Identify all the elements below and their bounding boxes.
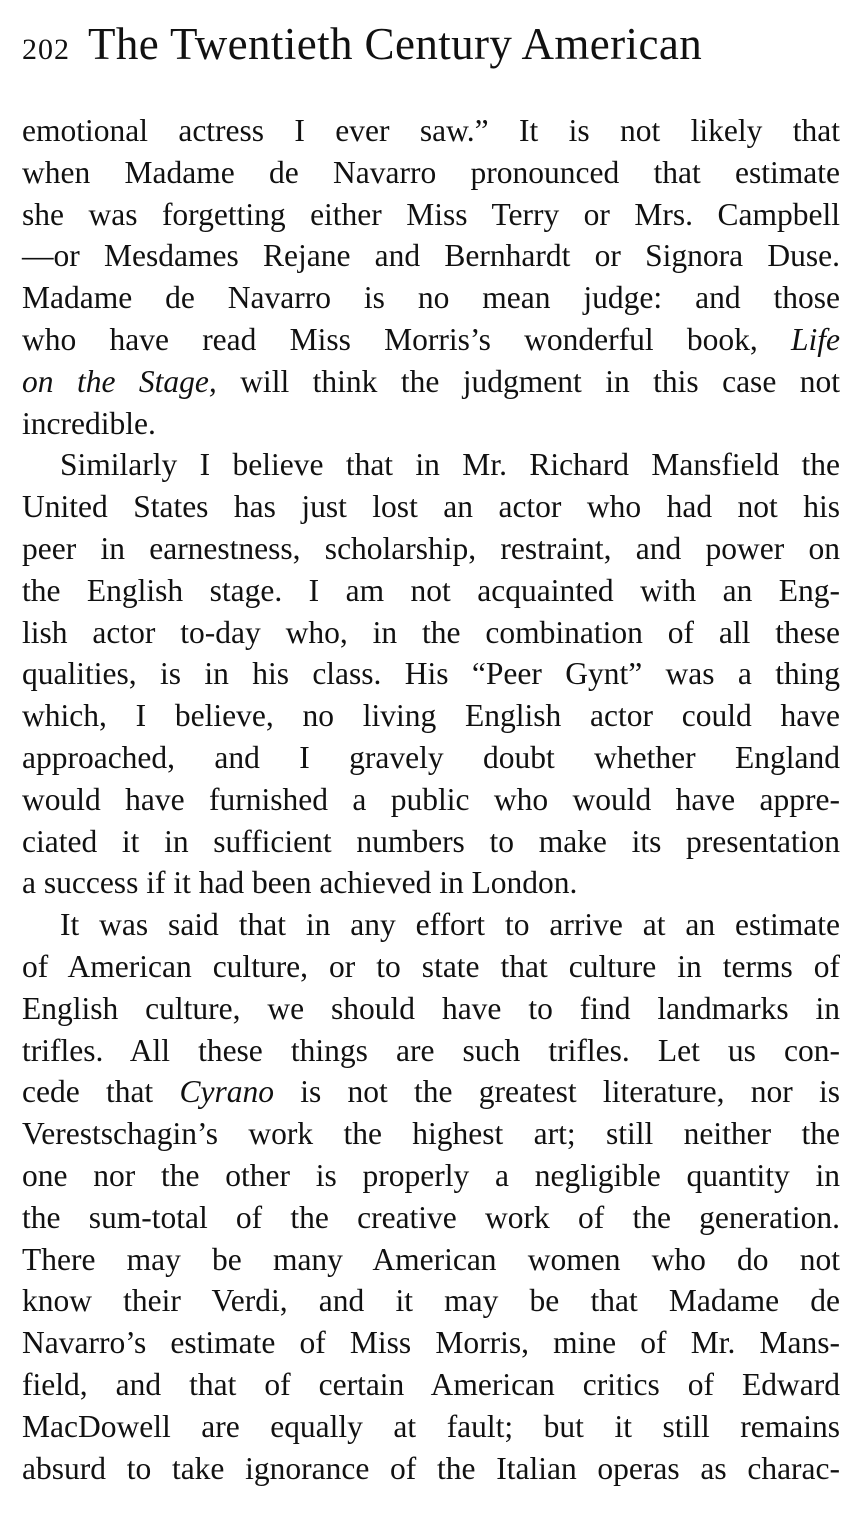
text-line: peer in earnestness, scholarship, restraint, and power on xyxy=(22,530,840,566)
text-line: emotional actress I ever saw.” It is not likely that xyxy=(22,113,840,148)
italic-title: Life xyxy=(790,321,840,357)
text-line: ciated it in sufficient numbers to make its presentation xyxy=(22,823,840,859)
text-line: of American culture, or to state that culture in terms of xyxy=(22,948,840,984)
text-line: which, I believe, no living English actor could have xyxy=(22,698,840,734)
text-line: know their Verdi, and it may be that Madame de xyxy=(22,1283,840,1319)
text-line: Verestschagin’s work the highest art; still neither the xyxy=(22,1116,840,1152)
text-line: lish actor to-day who, in the combination of all these xyxy=(22,614,840,650)
page-header xyxy=(22,18,842,80)
text-line: on the Stage, will think the judgment in this case not xyxy=(22,363,840,399)
text-line: cede that Cyrano is not the greatest literature, nor is xyxy=(22,1074,841,1110)
text-line: Madame de Navarro is no mean judge: and those xyxy=(22,280,840,316)
text-line: United States has just lost an actor who had not his xyxy=(22,489,840,525)
text-line: she was forgetting either Miss Terry or Mrs. Campbell xyxy=(22,196,840,232)
text-line: would have furnished a public who would have appre- xyxy=(22,781,840,817)
text-line: absurd to take ignorance of the Italian operas as charac- xyxy=(22,1450,840,1486)
running-title: The Twentieth Century American xyxy=(88,19,703,69)
italic-title: Cyrano xyxy=(179,1074,274,1110)
text-line: who have read Miss Morris’s wonderful book, Life xyxy=(22,321,840,357)
text-line: Similarly I believe that in Mr. Richard Mansfield the xyxy=(60,447,840,483)
text-line: English culture, we should have to find landmarks in xyxy=(22,990,840,1026)
page-number: 202 xyxy=(22,33,70,66)
text-line: Navarro’s estimate of Miss Morris, mine of Mr. Mans- xyxy=(22,1325,840,1361)
body-text xyxy=(22,110,840,1489)
text-line: approached, and I gravely doubt whether England xyxy=(22,739,840,775)
text-line: —or Mesdames Rejane and Bernhardt or Signora Duse. xyxy=(22,238,840,274)
text-line: incredible. xyxy=(22,405,156,441)
text-line: MacDowell are equally at fault; but it still remains xyxy=(22,1408,840,1444)
text-line: It was said that in any effort to arrive at an estimate xyxy=(60,907,840,943)
text-line: one nor the other is properly a negligible quantity in xyxy=(22,1157,840,1193)
italic-title: on the Stage, xyxy=(22,363,217,399)
text-line: the English stage. I am not acquainted with an Eng- xyxy=(22,572,840,608)
text-line: when Madame de Navarro pronounced that estimate xyxy=(22,154,840,190)
text-line: qualities, is in his class. His “Peer Gynt” was a thing xyxy=(22,656,840,692)
text-line: the sum-total of the creative work of the generation. xyxy=(22,1199,840,1235)
text-line: trifles. All these things are such trifles. Let us con- xyxy=(22,1032,840,1068)
text-line: a success if it had been achieved in London. xyxy=(22,865,578,901)
text-line: field, and that of certain American critics of Edward xyxy=(22,1366,840,1402)
text-line: There may be many American women who do not xyxy=(22,1241,840,1277)
